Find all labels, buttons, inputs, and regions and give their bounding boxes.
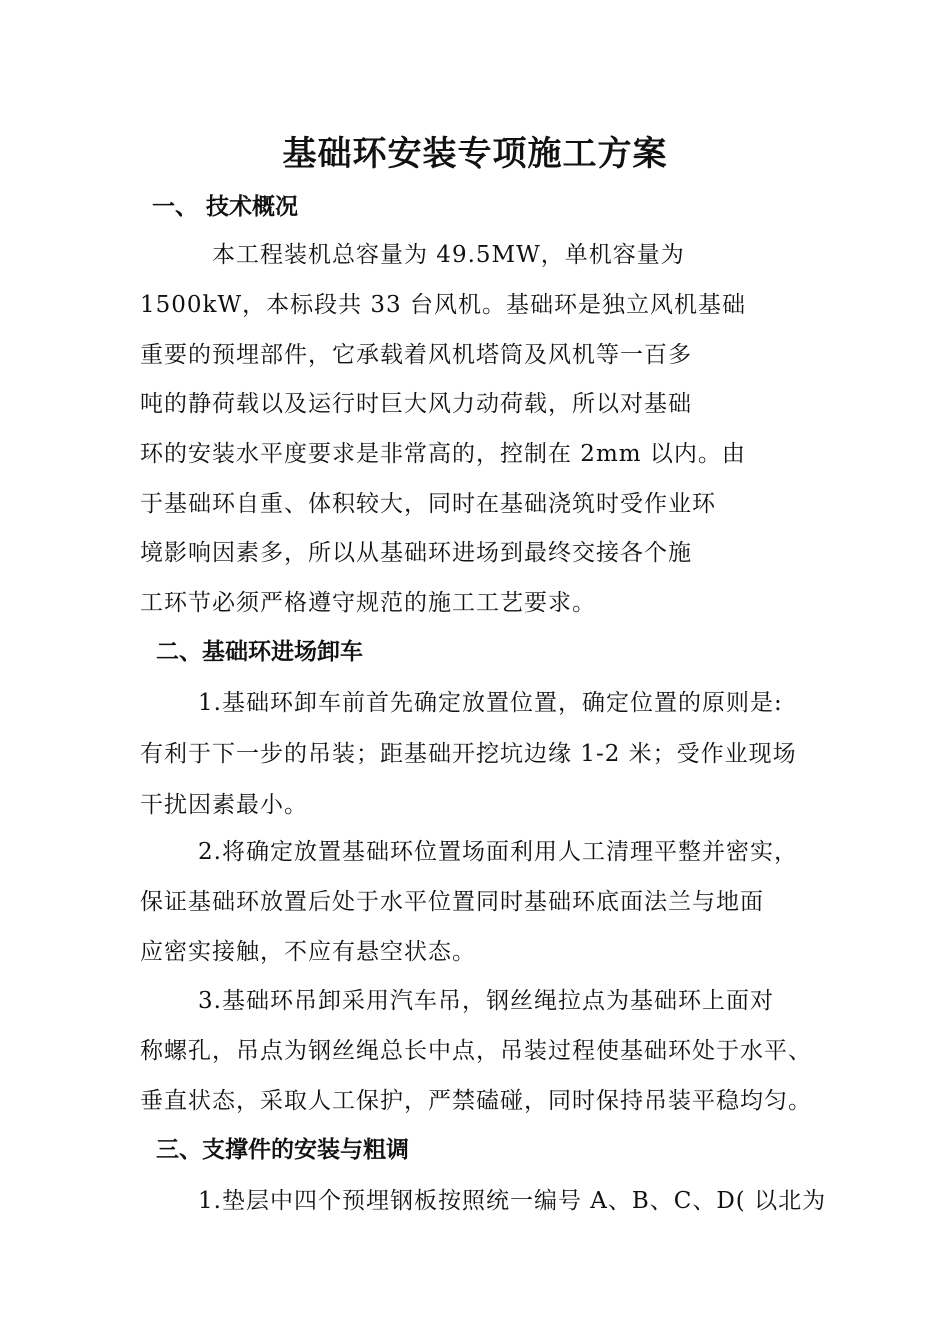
paragraph-line: 于基础环自重、体积较大，同时在基础浇筑时受作业环	[140, 491, 716, 517]
paragraph-line: 1.垫层中四个预埋钢板按照统一编号 A、B、C、D( 以北为	[198, 1188, 827, 1214]
paragraph-line: 2.将确定放置基础环位置场面利用人工清理平整并密实，	[198, 839, 798, 865]
paragraph-line: 境影响因素多，所以从基础环进场到最终交接各个施	[140, 540, 692, 566]
paragraph-line: 环的安装水平度要求是非常高的，控制在 2mm 以内。由	[140, 441, 746, 467]
paragraph-line: 本工程装机总容量为 49.5MW，单机容量为	[212, 242, 685, 268]
paragraph-line: 干扰因素最小。	[140, 792, 308, 818]
section-heading-3: 三、支撑件的安装与粗调	[156, 1136, 409, 1163]
paragraph-line: 应密实接触，不应有悬空状态。	[140, 939, 476, 965]
section-heading-1: 一、 技术概况	[152, 193, 299, 220]
paragraph-line: 工环节必须严格遵守规范的施工工艺要求。	[140, 590, 596, 616]
paragraph-line: 有利于下一步的吊装；距基础开挖坑边缘 1-2 米；受作业现场	[140, 741, 797, 767]
paragraph-line: 1500kW，本标段共 33 台风机。基础环是独立风机基础	[140, 292, 746, 318]
paragraph-line: 1.基础环卸车前首先确定放置位置，确定位置的原则是:	[198, 690, 783, 716]
document-title: 基础环安装专项施工方案	[282, 134, 668, 174]
paragraph-line: 3.基础环吊卸采用汽车吊，钢丝绳拉点为基础环上面对	[198, 988, 774, 1014]
paragraph-line: 垂直状态，采取人工保护，严禁磕碰，同时保持吊装平稳均匀。	[140, 1088, 812, 1114]
paragraph-line: 保证基础环放置后处于水平位置同时基础环底面法兰与地面	[140, 889, 764, 915]
paragraph-line: 称螺孔，吊点为钢丝绳总长中点，吊装过程使基础环处于水平、	[140, 1038, 812, 1064]
paragraph-line: 重要的预埋部件，它承载着风机塔筒及风机等一百多	[140, 342, 692, 368]
section-heading-2: 二、基础环进场卸车	[156, 638, 363, 665]
paragraph-line: 吨的静荷载以及运行时巨大风力动荷载，所以对基础	[140, 391, 692, 417]
